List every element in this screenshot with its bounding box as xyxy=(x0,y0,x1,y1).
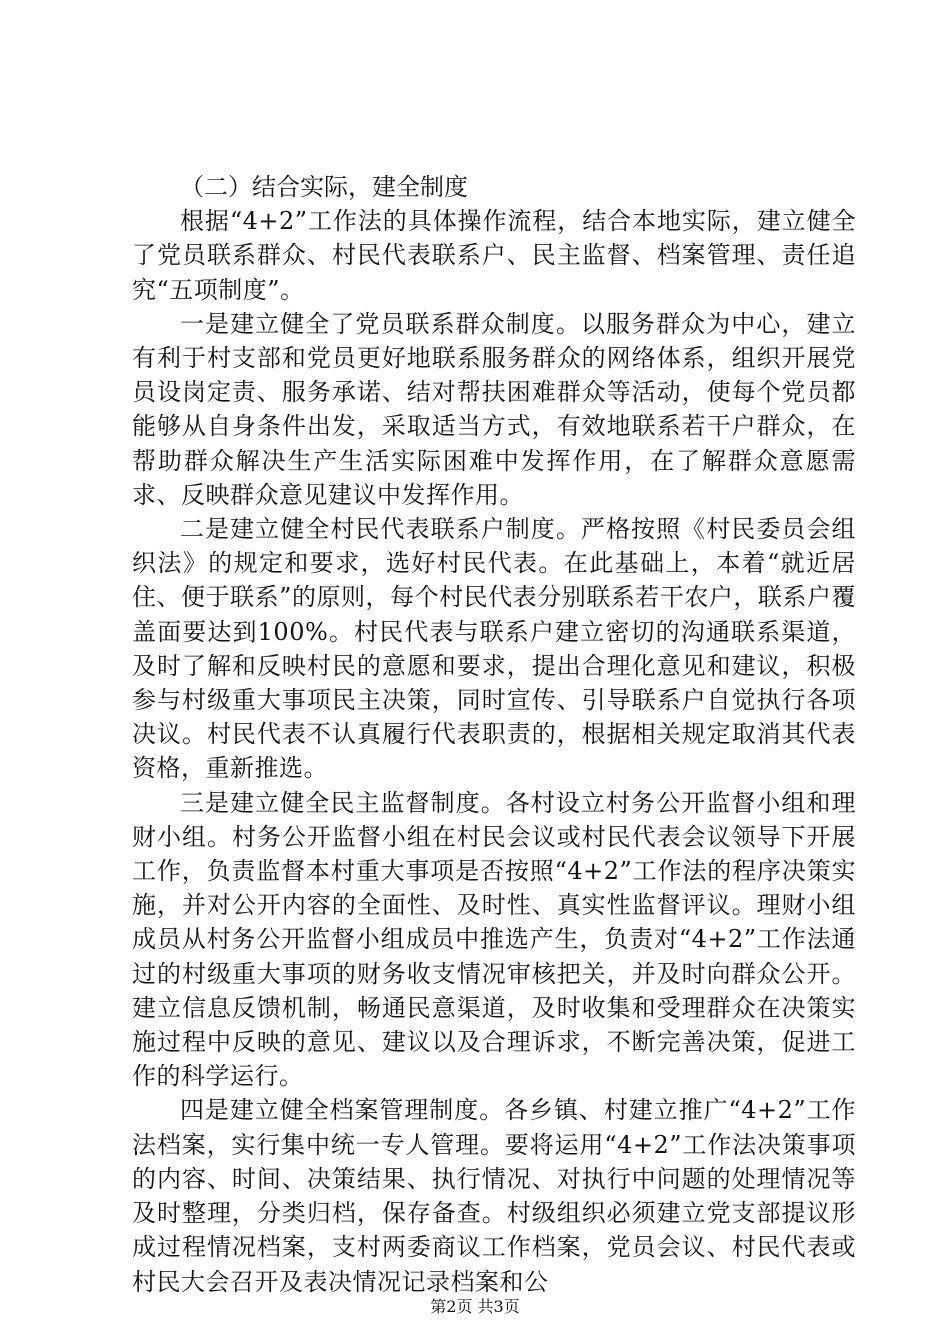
document-body xyxy=(132,170,856,1299)
paragraph-archive-management: 四是建立健全档案管理制度。各乡镇、村建立推广“4+2”工作法档案，实行集中统一专人管理。要将运用“4+2”工作法决策事项的内容、时间、决策结果、执行情况、对执行中问题的处理情况等及时整理，分类归档，保存备查。村级组织必须建立党支部提议形成过程情况档案，支村两委商议工作档案，党员会议、村民代表或村民大会召开及表决情况记录档案和公 xyxy=(132,1096,856,1296)
paragraph-villager-representative: 二是建立健全村民代表联系户制度。严格按照《村民委员会组织法》的规定和要求，选好村民代表。在此基础上，本着“就近居住、便于联系”的原则，每个村民代表分别联系若干农户，联系户覆盖面要达到100%。村民代表与联系户建立密切的沟通联系渠道，及时了解和反映村民的意愿和要求，提出合理化意见和建议，积极参与村级重大事项民主决策，同时宣传、引导联系户自觉执行各项决议。村民代表不认真履行代表职责的，根据相关规定取消其代表资格，重新推选。 xyxy=(132,515,856,783)
paragraph-intro: 根据“4+2”工作法的具体操作流程，结合本地实际，建立健全了党员联系群众、村民代表联系户、民主监督、档案管理、责任追究“五项制度”。 xyxy=(132,207,856,304)
section-heading: （二）结合实际，建全制度 xyxy=(180,173,468,201)
page-number-footer: 第2页 共3页 xyxy=(430,1297,520,1316)
paragraph-party-member-contact: 一是建立健全了党员联系群众制度。以服务群众为中心，建立有利于村支部和党员更好地联系服务群众的网络体系，组织开展党员设岗定责、服务承诺、结对帮扶困难群众等活动，使每个党员都能够从自身条件出发，采取适当方式，有效地联系若干户群众，在帮助群众解决生产生活实际困难中发挥作用，在了解群众意愿需求、反映群众意见建议中发挥作用。 xyxy=(132,309,856,509)
paragraph-democratic-supervision: 三是建立健全民主监督制度。各村设立村务公开监督小组和理财小组。村务公开监督小组在村民会议或村民代表会议领导下开展工作，负责监督本村重大事项是否按照“4+2”工作法的程序决策实施，并对公开内容的全面性、及时性、真实性监督评议。理财小组成员从村务公开监督小组成员中推选产生，负责对“4+2”工作法通过的村级重大事项的财务收支情况审核把关，并及时向群众公开。建立信息反馈机制，畅通民意渠道，及时收集和受理群众在决策实施过程中反映的意见、建议以及合理诉求，不断完善决策，促进工作的科学运行。 xyxy=(132,788,856,1091)
